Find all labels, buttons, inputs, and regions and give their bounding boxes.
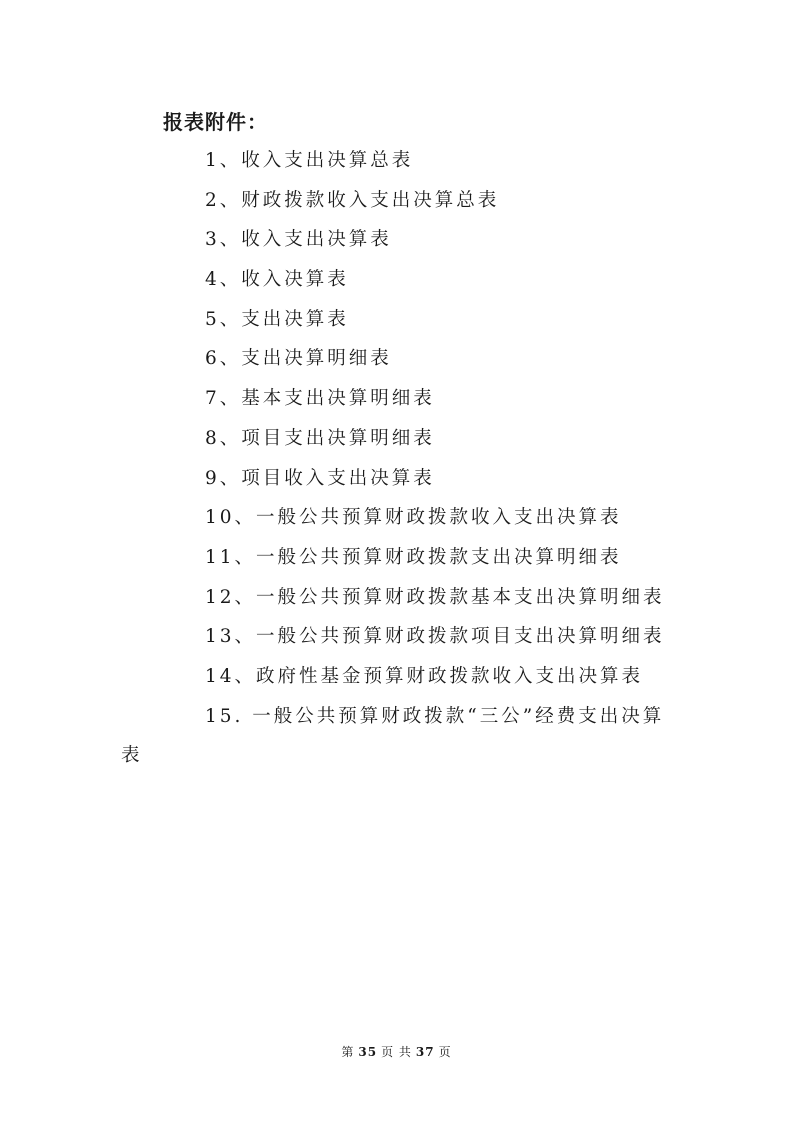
list-item: 9、项目收入支出决算表 [205, 467, 435, 489]
total-page-count: 37 [415, 1045, 435, 1059]
list-item: 5、支出决算表 [205, 308, 349, 330]
list-item: 4、收入决算表 [205, 269, 349, 291]
list-item-wrap-continuation: 表 [121, 745, 143, 766]
list-item: 7、基本支出决算明细表 [205, 388, 435, 410]
list-item: 1、收入支出决算总表 [205, 150, 414, 171]
list-item: 15. 一般公共预算财政拨款“三公”经费支出决算 [205, 705, 665, 727]
page-footer [0, 1043, 793, 1060]
list-item: 8、项目支出决算明细表 [205, 427, 435, 449]
list-item: 12、一般公共预算财政拨款基本支出决算明细表 [205, 586, 665, 608]
list-item: 2、财政拨款收入支出决算总表 [205, 189, 500, 211]
footer-middle: 页 共 [381, 1045, 412, 1059]
list-item: 3、收入支出决算表 [205, 229, 392, 251]
footer-suffix: 页 [438, 1045, 452, 1059]
list-item: 13、一般公共预算财政拨款项目支出决算明细表 [205, 626, 665, 648]
current-page-number: 35 [358, 1045, 378, 1059]
page-heading: 报表附件： [163, 110, 268, 134]
list-item: 6、支出决算明细表 [205, 348, 392, 370]
footer-prefix: 第 [341, 1045, 355, 1059]
attachment-list [205, 146, 685, 741]
list-item: 10、一般公共预算财政拨款收入支出决算表 [205, 507, 622, 529]
list-item: 11、一般公共预算财政拨款支出决算明细表 [205, 546, 622, 568]
list-item: 14、政府性基金预算财政拨款收入支出决算表 [205, 665, 644, 687]
